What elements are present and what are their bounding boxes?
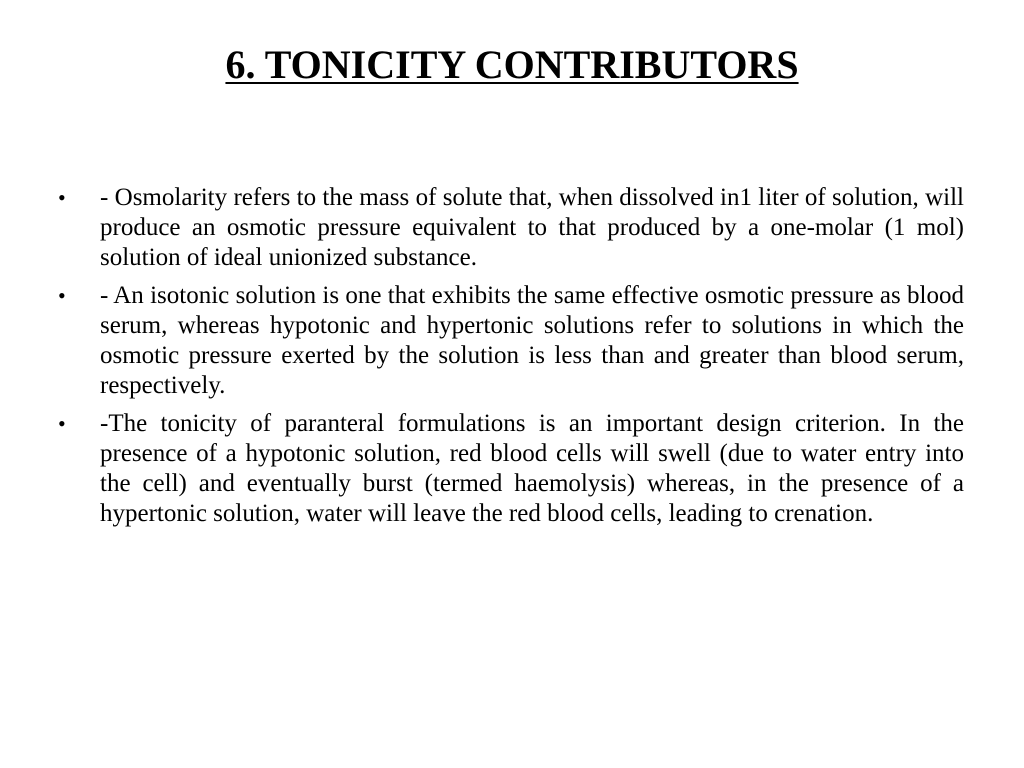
bullet-dot-icon: • <box>58 411 66 436</box>
bullet-list <box>56 183 964 537</box>
bullet-text: - An isotonic solution is one that exhibits the same effective osmotic pressure as blood serum, whereas hypotonic and hypertonic solutions refer to solutions in which the osmotic pressure exerted by the solution is less than and greater than blood serum, respectively. <box>100 282 964 399</box>
bullet-text: -The tonicity of paranteral formulations is an important design criterion. In the presence of a hypotonic solution, red blood cells will swell (due to water entry into the cell) and eventually burst (termed haemolysis) whereas, in the presence of a hypertonic solution, water will leave the red blood cells, leading to crenation. <box>100 410 964 527</box>
bullet-item-tonicity <box>56 409 964 529</box>
bullet-text: - Osmolarity refers to the mass of solute that, when dissolved in1 liter of solution, will produce an osmotic pressure equivalent to that produced by a one-molar (1 mol) solution of ideal unionized substance. <box>100 184 964 271</box>
bullet-item-isotonic <box>56 281 964 401</box>
bullet-dot-icon: • <box>58 283 66 308</box>
bullet-item-osmolarity <box>56 183 964 273</box>
slide-title: 6. TONICITY CONTRIBUTORS <box>225 42 799 87</box>
bullet-dot-icon: • <box>58 185 66 210</box>
